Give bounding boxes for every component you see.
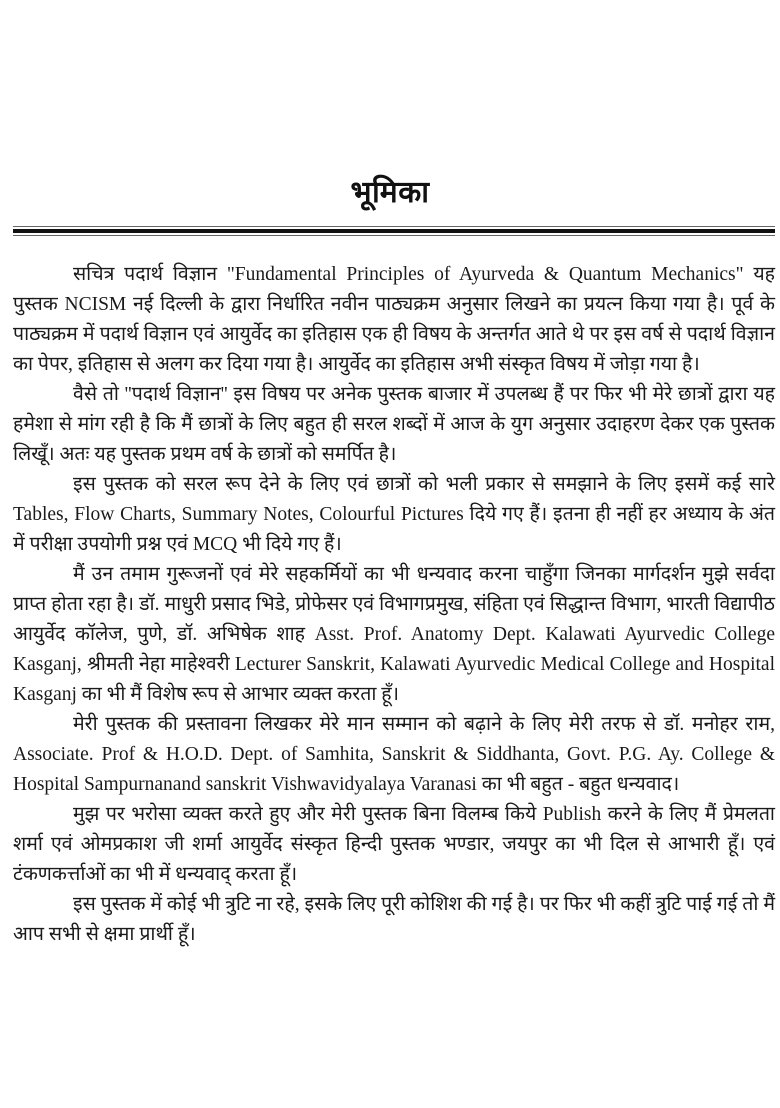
title-divider (13, 226, 775, 236)
paragraph-2: वैसे तो ''पदार्थ विज्ञान'' इस विषय पर अनेक पुस्तक बाजार में उपलब्ध हैं पर फिर भी मेरे छात्रों द्वारा यह हमेशा से मांग रही है कि मैं छात्रों के लिए बहुत ही सरल शब्दों में आज के युग अनुसार उदाहरण देकर एक पुस्तक लिखूँ। अतः यह पुस्तक प्रथम वर्ष के छात्रों को समर्पित है। (13, 384, 775, 465)
preface-body (13, 260, 775, 950)
divider-thin-top (13, 226, 775, 227)
divider-thin-bottom (13, 235, 775, 236)
paragraph-3: इस पुस्तक को सरल रूप देने के लिए एवं छात्रों को भली प्रकार से समझाने के लिए इसमें कई सारे Tables, Flow Charts, Summary Notes, Colourful Pictures दिये गए हैं। इतना ही नहीं हर अध्याय के अंत में परीक्षा उपयोगी प्रश्न एवं MCQ भी दिये गए हैं। (13, 474, 775, 555)
paragraph-7: इस पुस्तक में कोई भी त्रुटि ना रहे, इसके लिए पूरी कोशिश की गई है। पर फिर भी कहीं त्रुटि पाई गई तो मैं आप सभी से क्षमा प्रार्थी हूँ। (13, 894, 775, 945)
paragraph-5: मेरी पुस्तक की प्रस्तावना लिखकर मेरे मान सम्मान को बढ़ाने के लिए मेरी तरफ से डॉ. मनोहर राम, Associate. Prof & H.O.D. Dept. of Samhita, Sanskrit & Siddhanta, Govt. P.G. Ay. College & Hospital Sampurnanand sanskrit Vishwavidyalaya Varanasi का भी बहुत - बहुत धन्यवाद। (13, 714, 775, 795)
paragraph-1: सचित्र पदार्थ विज्ञान "Fundamental Principles of Ayurveda & Quantum Mechanics" यह पुस्तक NCISM नई दिल्ली के द्वारा निर्धारित नवीन पाठ्यक्रम अनुसार लिखने का प्रयत्न किया गया है। पूर्व के पाठ्यक्रम में पदार्थ विज्ञान एवं आयुर्वेद का इतिहास एक ही विषय के अन्तर्गत आते थे पर इस वर्ष से पदार्थ विज्ञान का पेपर, इतिहास से अलग कर दिया गया है। आयुर्वेद का इतिहास अभी संस्कृत विषय में जोड़ा गया है। (13, 264, 775, 375)
divider-thick (13, 229, 775, 233)
paragraph-4: मैं उन तमाम गुरूजनों एवं मेरे सहकर्मियों का भी धन्यवाद करना चाहुँगा जिनका मार्गदर्शन मुझे सर्वदा प्राप्त होता रहा है। डॉ. माधुरी प्रसाद भिडे, प्रोफेसर एवं विभागप्रमुख, संहिता एवं सिद्धान्त विभाग, भारती विद्यापीठ आयुर्वेद कॉलेज, पुणे, डॉ. अभिषेक शाह Asst. Prof. Anatomy Dept. Kalawati Ayurvedic College Kasganj, श्रीमती नेहा माहेश्वरी Lecturer Sanskrit, Kalawati Ayurvedic Medical College and Hospital Kasganj का भी मैं विशेष रूप से आभार व्यक्त करता हूँ। (13, 564, 775, 705)
page-title: भूमिका (350, 175, 430, 210)
paragraph-6: मुझ पर भरोसा व्यक्त करते हुए और मेरी पुस्तक बिना विलम्ब किये Publish करने के लिए मैं प्रेमलता शर्मा एवं ओमप्रकाश जी शर्मा आयुर्वेद संस्कृत हिन्दी पुस्तक भण्डार, जयपुर का भी दिल से आभारी हूँ। एवं टंकणकर्त्ताओं का भी में धन्यवाद् करता हूँ। (13, 804, 775, 885)
